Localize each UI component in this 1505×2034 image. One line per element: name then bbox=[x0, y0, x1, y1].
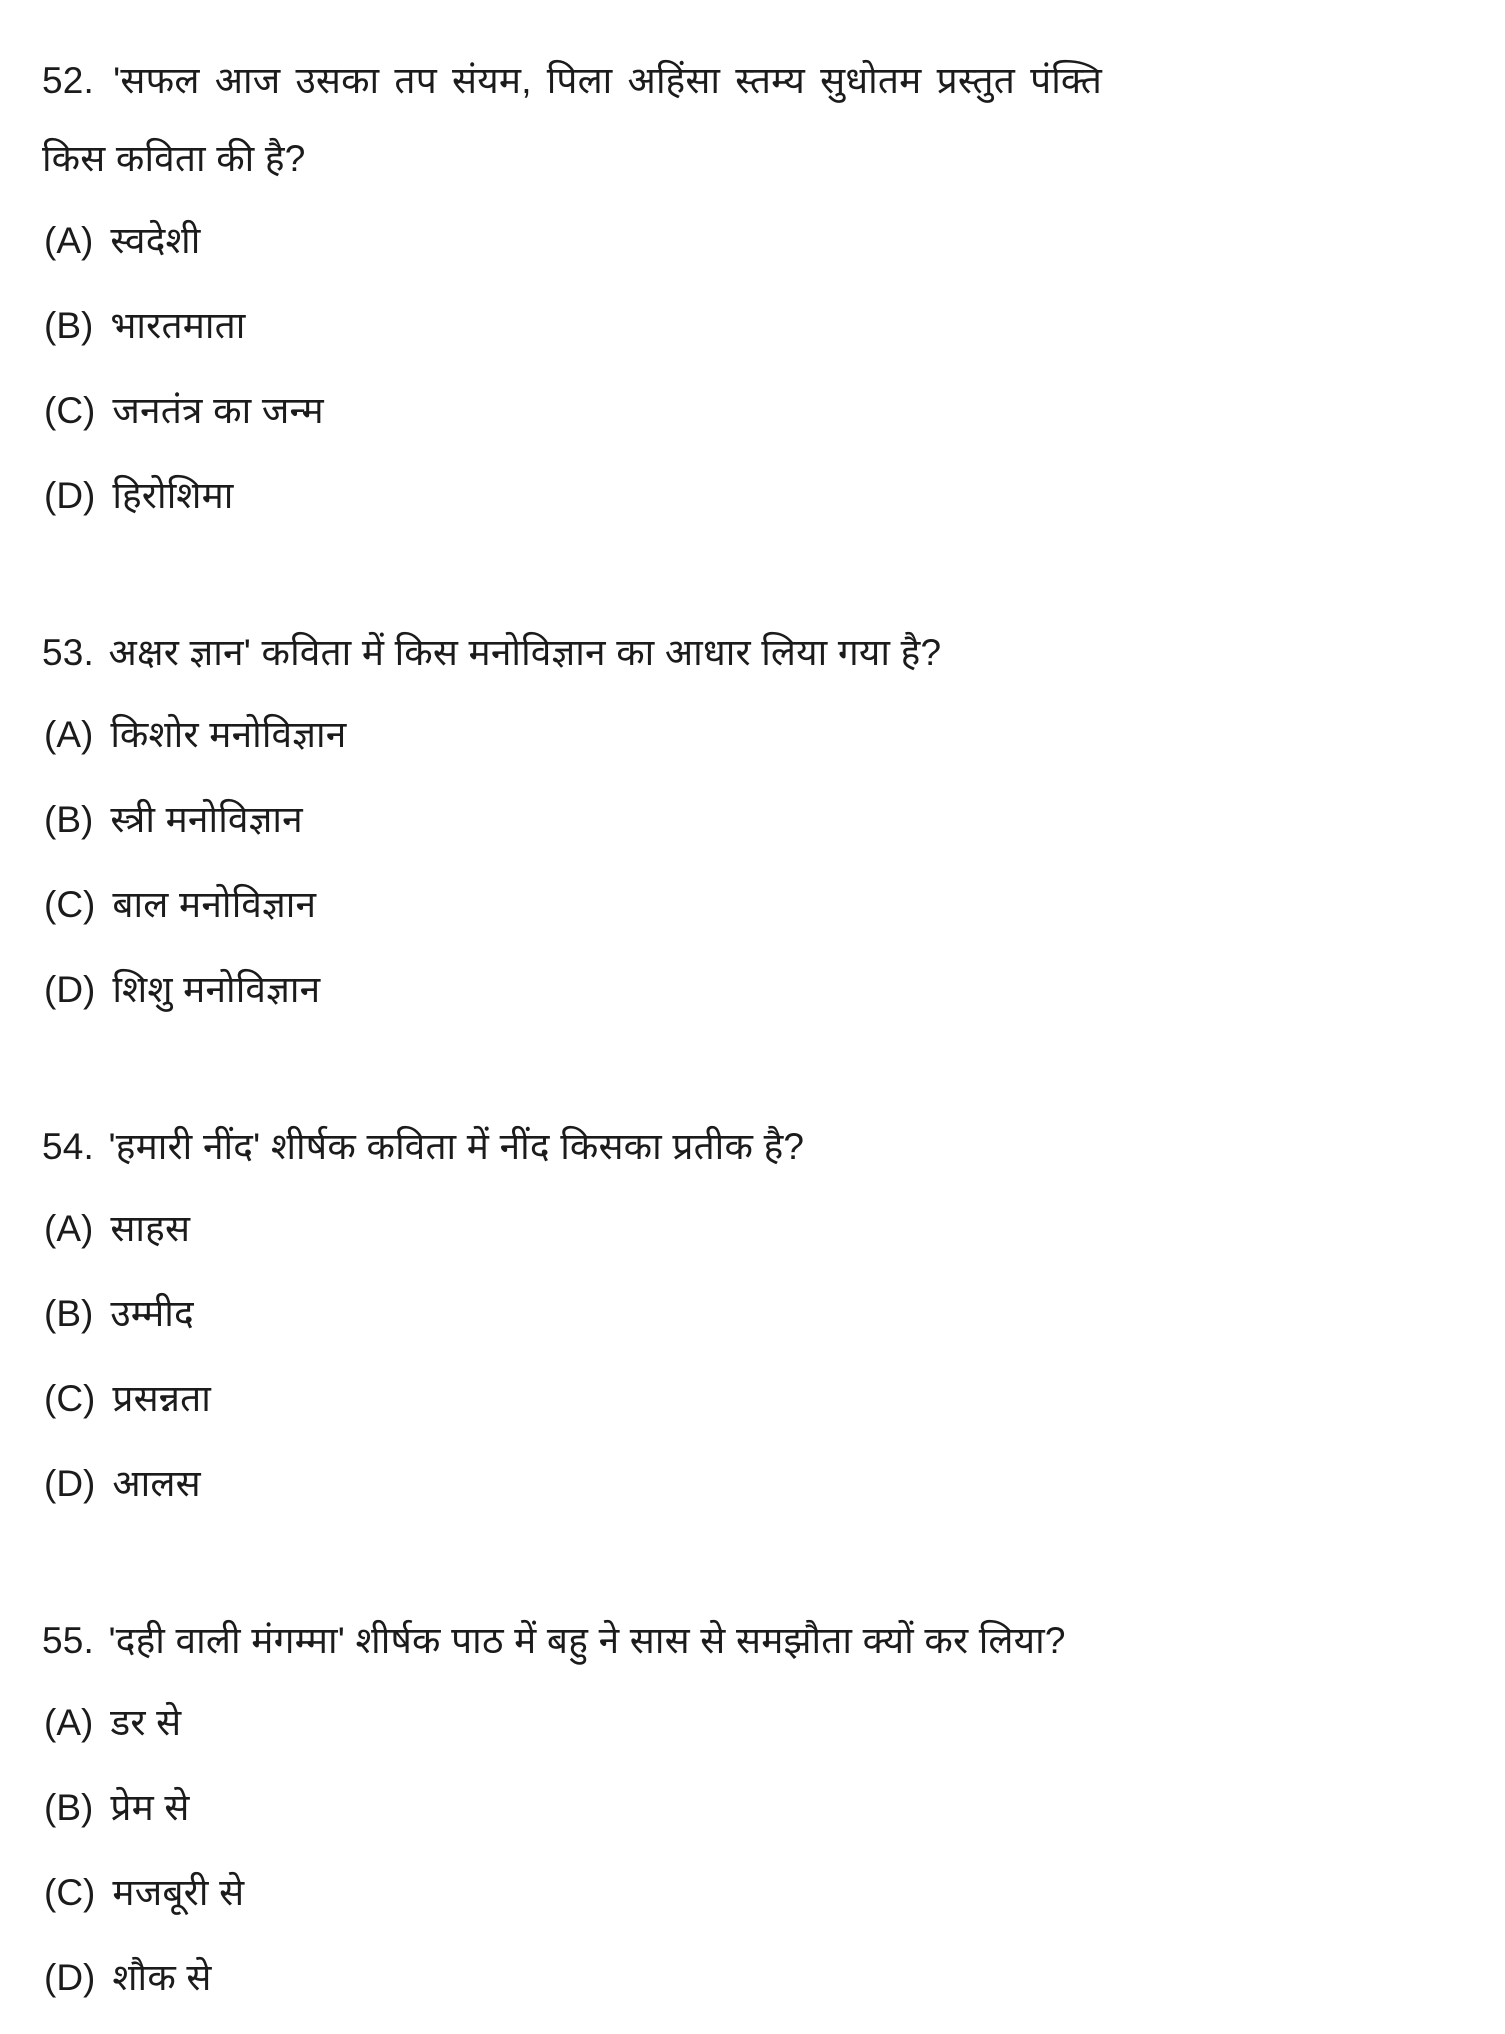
question-55-number: 55. bbox=[42, 1620, 95, 1661]
question-55-option-a bbox=[44, 1699, 1102, 1747]
question-53-text bbox=[42, 614, 1102, 692]
question-53-option-c bbox=[44, 881, 1102, 929]
option-text: प्रेम से bbox=[110, 1787, 190, 1828]
option-text: डर से bbox=[110, 1702, 182, 1743]
question-54 bbox=[42, 1108, 1102, 1508]
option-letter: (A) bbox=[44, 1702, 94, 1743]
option-text: उम्मीद bbox=[110, 1293, 194, 1334]
option-letter: (B) bbox=[44, 799, 94, 840]
question-52-option-c bbox=[44, 387, 1102, 435]
option-letter: (B) bbox=[44, 305, 94, 346]
option-text: हिरोशिमा bbox=[112, 475, 234, 516]
question-55 bbox=[42, 1602, 1102, 2002]
question-53-number: 53. bbox=[42, 632, 95, 673]
question-52 bbox=[42, 42, 1102, 520]
option-letter: (B) bbox=[44, 1787, 94, 1828]
question-54-text bbox=[42, 1108, 1102, 1186]
question-55-option-d bbox=[44, 1954, 1102, 2002]
question-54-option-b bbox=[44, 1290, 1102, 1338]
question-54-option-c bbox=[44, 1375, 1102, 1423]
question-52-option-a bbox=[44, 217, 1102, 265]
option-letter: (D) bbox=[44, 1463, 96, 1504]
option-letter: (A) bbox=[44, 220, 94, 261]
question-54-option-a bbox=[44, 1205, 1102, 1253]
question-55-option-b bbox=[44, 1784, 1102, 1832]
option-text: शिशु मनोविज्ञान bbox=[112, 969, 321, 1010]
question-54-number: 54. bbox=[42, 1126, 95, 1167]
question-52-option-b bbox=[44, 302, 1102, 350]
option-text: साहस bbox=[110, 1208, 191, 1249]
option-letter: (D) bbox=[44, 1957, 96, 1998]
option-text: स्त्री मनोविज्ञान bbox=[110, 799, 303, 840]
question-53-option-b bbox=[44, 796, 1102, 844]
question-55-body: 'दही वाली मंगम्मा' शीर्षक पाठ में बहु ने सास से समझौता क्यों कर लिया? bbox=[108, 1620, 1066, 1661]
option-letter: (D) bbox=[44, 969, 96, 1010]
option-letter: (C) bbox=[44, 1378, 96, 1419]
option-text: प्रसन्नता bbox=[112, 1378, 212, 1419]
question-55-text bbox=[42, 1602, 1102, 1680]
option-text: शौक से bbox=[112, 1957, 212, 1998]
question-53-body: अक्षर ज्ञान' कविता में किस मनोविज्ञान का आधार लिया गया है? bbox=[108, 632, 942, 673]
option-letter: (A) bbox=[44, 1208, 94, 1249]
question-53-option-a bbox=[44, 711, 1102, 759]
question-52-number: 52. bbox=[42, 60, 95, 101]
question-53 bbox=[42, 614, 1102, 1014]
option-letter: (A) bbox=[44, 714, 94, 755]
question-52-option-d bbox=[44, 472, 1102, 520]
option-letter: (C) bbox=[44, 884, 96, 925]
question-53-option-d bbox=[44, 966, 1102, 1014]
question-52-text bbox=[42, 42, 1102, 198]
option-letter: (C) bbox=[44, 390, 96, 431]
option-text: भारतमाता bbox=[110, 305, 246, 346]
question-54-body: 'हमारी नींद' शीर्षक कविता में नींद किसका प्रतीक है? bbox=[108, 1126, 805, 1167]
option-text: आलस bbox=[112, 1463, 201, 1504]
question-54-option-d bbox=[44, 1460, 1102, 1508]
option-letter: (D) bbox=[44, 475, 96, 516]
option-letter: (C) bbox=[44, 1872, 96, 1913]
option-text: मजबूरी से bbox=[112, 1872, 245, 1913]
question-52-body: 'सफल आज उसका तप संयम, पिला अहिंसा स्तम्य सुधोतम प्रस्तुत पंक्ति किस कविता की है? bbox=[42, 60, 1103, 179]
option-text: स्वदेशी bbox=[110, 220, 201, 261]
option-text: किशोर मनोविज्ञान bbox=[110, 714, 347, 755]
question-55-option-c bbox=[44, 1869, 1102, 1917]
option-text: बाल मनोविज्ञान bbox=[112, 884, 317, 925]
option-letter: (B) bbox=[44, 1293, 94, 1334]
option-text: जनतंत्र का जन्म bbox=[112, 390, 324, 431]
